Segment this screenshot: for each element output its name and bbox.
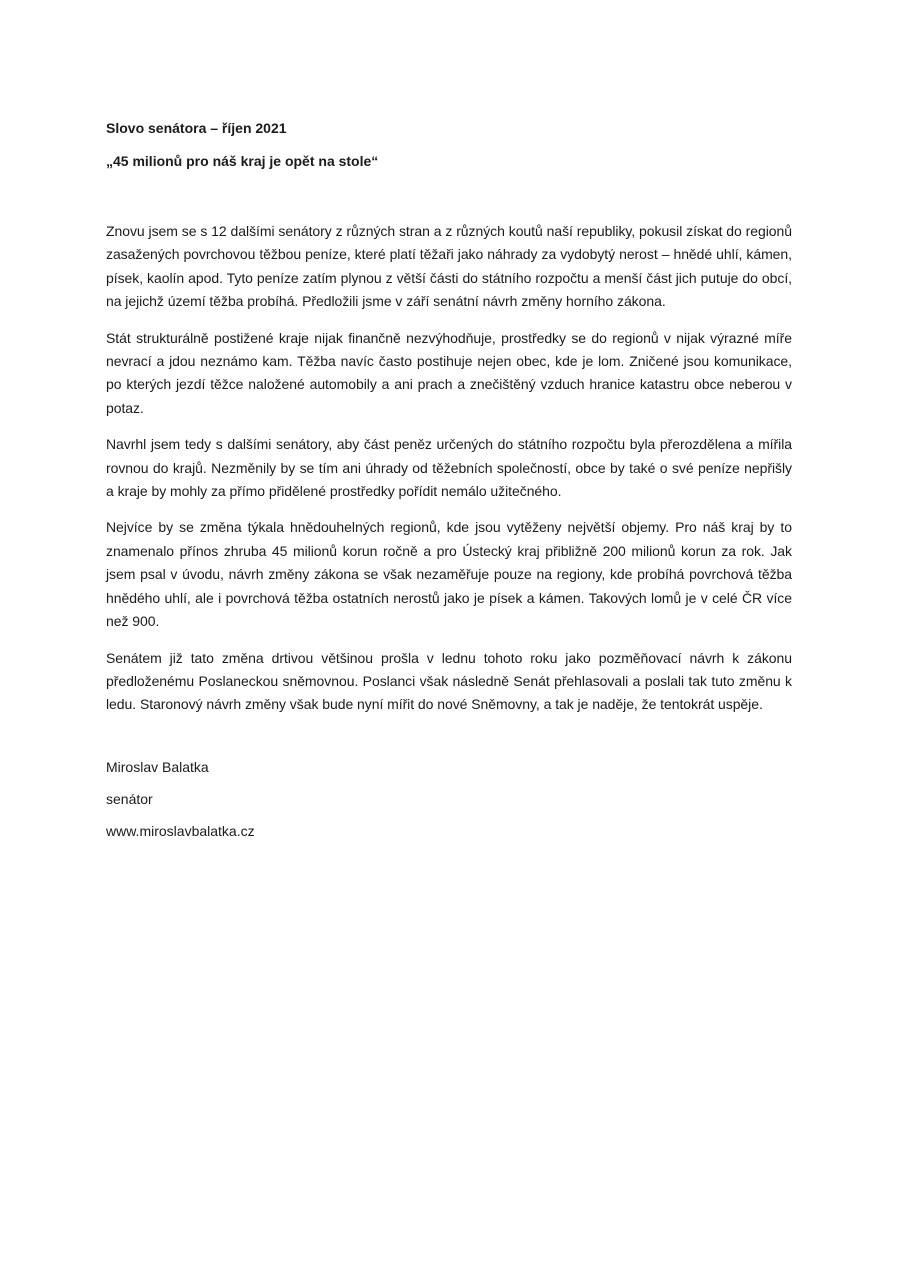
signature-name: Miroslav Balatka bbox=[106, 758, 209, 775]
paragraph: Stát strukturálně postižené kraje nijak finančně nezvýhodňuje, prostředky se do regionů v nijak výrazné míře nevrací a jdou neznámo kam. Těžba navíc často postihuje nejen obec, kde je lom. Zničené jsou komunikace, po kterých jezdí těžce naložené automobily a ani prach a znečištěný vzduch hranice katastru obce neberou v potaz. bbox=[106, 329, 792, 416]
signature-title: senátor bbox=[106, 790, 153, 807]
paragraph: Znovu jsem se s 12 dalšími senátory z různých stran a z různých koutů naší republiky, pokusil získat do regionů zasažených povrchovou těžbou peníze, které platí těžaři jako náhrady za vydobytý nerost – hnědé uhlí, kámen, písek, kaolín apod. Tyto peníze zatím plynou z větší části do státního rozpočtu a menší část jich putuje do obcí, na jejichž území těžba probíhá. Předložili jsme v září senátní návrh změny horního zákona. bbox=[106, 223, 792, 310]
document-subheading: „45 milionů pro náš kraj je opět na stole“ bbox=[106, 153, 379, 169]
paragraph: Senátem již tato změna drtivou většinou prošla v lednu tohoto roku jako pozměňovací návrh k zákonu předloženému Poslaneckou sněmovnou. Poslanci však následně Senát přehlasovali a poslali tak tuto změnu k ledu. Staronový návrh změny však bude nyní mířit do nové Sněmovny, a tak je naděje, že tentokrát uspěje. bbox=[106, 649, 792, 713]
paragraph: Nejvíce by se změna týkala hnědouhelných regionů, kde jsou vytěženy největší objemy. Pro náš kraj by to znamenalo přínos zhruba 45 milionů korun ročně a pro Ústecký kraj přibližně 200 milionů korun za rok. Jak jsem psal v úvodu, návrh změny zákona se však nezaměřuje pouze na regiony, kde probíhá povrchová těžba hnědého uhlí, ale i povrchová těžba ostatních nerostů jako je písek a kámen. Takových lomů je v celé ČR více než 900. bbox=[106, 519, 792, 630]
document-heading: Slovo senátora – říjen 2021 bbox=[106, 120, 287, 136]
signature-website: www.miroslavbalatka.cz bbox=[106, 822, 255, 839]
document-body bbox=[106, 220, 792, 717]
signature-block bbox=[106, 757, 792, 841]
paragraph: Navrhl jsem tedy s dalšími senátory, aby část peněz určených do státního rozpočtu byla přerozdělena a mířila rovnou do krajů. Nezměnily by se tím ani úhrady od těžebních společností, obce by také o své peníze nepřišly a kraje by mohly za přímo přidělené prostředky pořídit nemálo užitečného. bbox=[106, 436, 792, 500]
document-content bbox=[106, 116, 792, 853]
